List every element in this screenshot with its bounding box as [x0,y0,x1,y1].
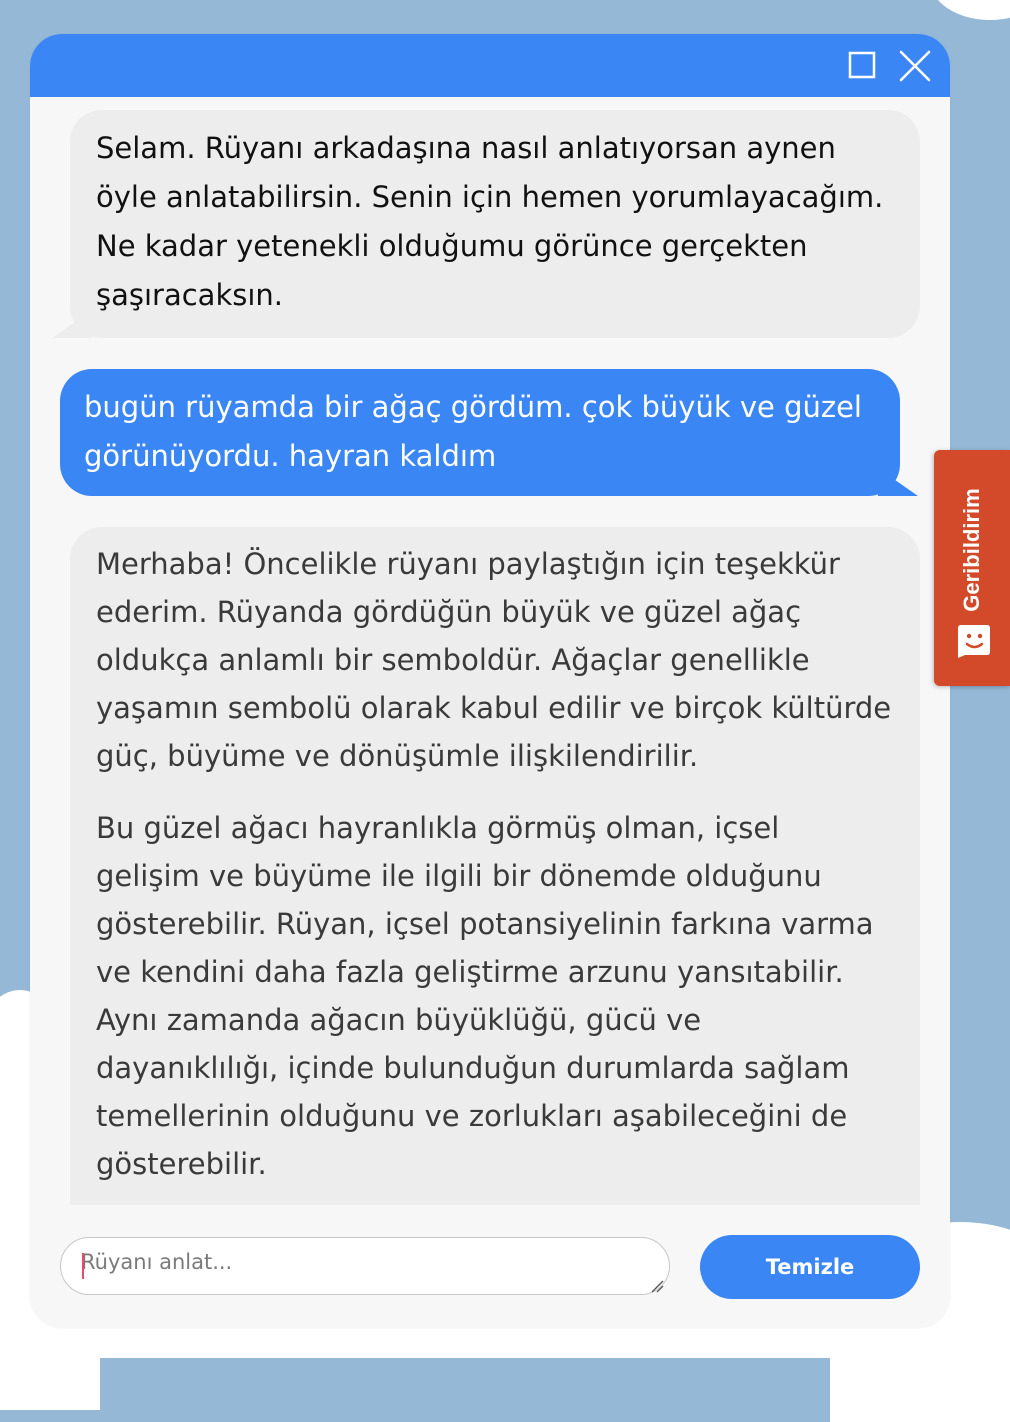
close-icon[interactable] [898,49,932,83]
bot-message-reply [70,527,920,1205]
resize-grip-icon[interactable] [650,1278,664,1292]
smiley-chat-icon [955,624,991,658]
feedback-tab[interactable] [934,450,1010,686]
bot-reply-paragraph-2: Bu güzel ağacı hayranlıkla görmüş olman, içsel gelişim ve büyüme ile ilgili bir dönemde olduğunu gösterebilir. Rüyan, içsel potansiyelinin farkına varma ve kendini daha fazla geliştirme arzunu yansıtabilir. Aynı zamanda ağacın büyüklüğü, gücü ve dayanıklılığı, içinde bulunduğun durumlarda sağlam temellerinin olduğunu ve zorlukları aşabileceğini de gösterebilir. [96,811,874,1181]
feedback-label: Geribildirim [959,488,984,612]
maximize-icon[interactable] [848,51,876,79]
dream-input[interactable] [60,1237,670,1295]
background-wave-top [930,0,1010,20]
text-caret [82,1253,84,1279]
bot-message-text: Selam. Rüyanı arkadaşına nasıl anlatıyorsan aynen öyle anlatabilirsin. Senin için hemen yorumlayacağım. Ne kadar yetenekli olduğumu görünce gerçekten şaşıracaksın. [96,131,884,312]
user-message [60,369,900,496]
chat-titlebar [30,34,950,97]
bot-message-greeting [70,110,920,338]
chat-window [30,34,950,1328]
user-message-text: bugün rüyamda bir ağaç gördüm. çok büyük ve güzel görünüyordu. hayran kaldım [84,390,862,473]
clear-button[interactable]: Temizle [700,1235,920,1299]
bot-reply-paragraph-1: Merhaba! Öncelikle rüyanı paylaştığın için teşekkür ederim. Rüyanda gördüğün büyük ve güzel ağaç oldukça anlamlı bir semboldür. Ağaçlar genellikle yaşamın sembolü olarak kabul edilir ve birçok kültürde güç, büyüme ve dönüşümle ilişkilendirilir. [96,547,892,773]
message-list[interactable] [30,97,950,1205]
